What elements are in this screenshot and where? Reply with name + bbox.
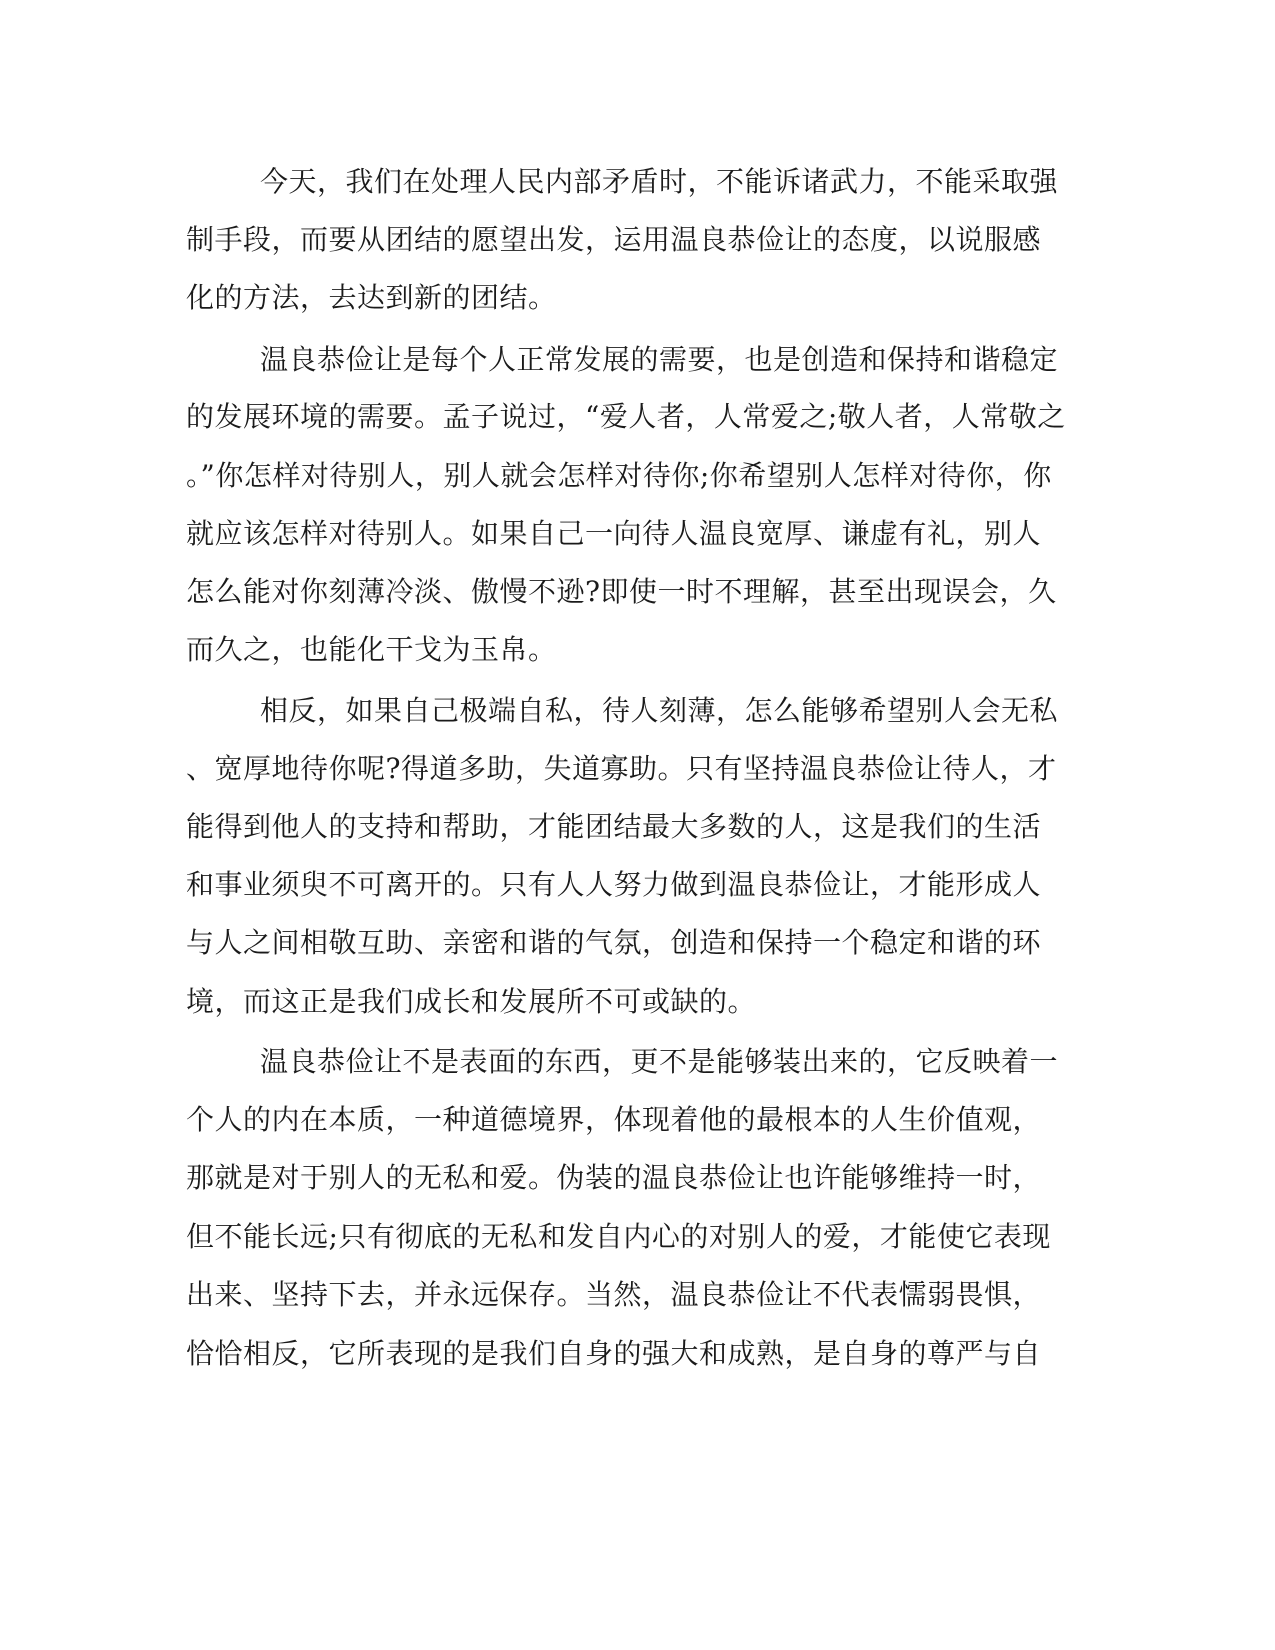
paragraph-2-line-2: 的发展环境的需要。孟子说过，“爱人者，人常爱之;敬人者，人常敬之 <box>186 400 1066 433</box>
paragraph-4-line-6: 恰恰相反，它所表现的是我们自身的强大和成熟，是自身的尊严与自 <box>186 1337 1042 1370</box>
paragraph-3-line-3: 能得到他人的支持和帮助，才能团结最大多数的人，这是我们的生活 <box>186 810 1042 843</box>
paragraph-2-line-1: 温良恭俭让是每个人正常发展的需要，也是创造和保持和谐稳定 <box>260 343 1059 376</box>
paragraph-4-line-1: 温良恭俭让不是表面的东西，更不是能够装出来的，它反映着一 <box>260 1045 1059 1078</box>
paragraph-1-line-1: 今天，我们在处理人民内部矛盾时，不能诉诸武力，不能采取强 <box>260 165 1059 198</box>
paragraph-2-line-5: 怎么能对你刻薄冷淡、傲慢不逊?即使一时不理解，甚至出现误会，久 <box>186 575 1057 608</box>
paragraph-2-line-3: 。”你怎样对待别人，别人就会怎样对待你;你希望别人怎样对待你，你 <box>186 459 1052 492</box>
paragraph-3-line-6: 境，而这正是我们成长和发展所不可或缺的。 <box>186 985 757 1018</box>
paragraph-2-line-4: 就应该怎样对待别人。如果自己一向待人温良宽厚、谦虚有礼，别人 <box>186 517 1042 550</box>
paragraph-1-line-2: 制手段，而要从团结的愿望出发，运用温良恭俭让的态度，以说服感 <box>186 223 1042 256</box>
paragraph-4-line-5: 出来、坚持下去，并永远保存。当然，温良恭俭让不代表懦弱畏惧， <box>186 1278 1042 1311</box>
paragraph-4-line-2: 个人的内在本质，一种道德境界，体现着他的最根本的人生价值观， <box>186 1103 1042 1136</box>
paragraph-4-line-4: 但不能长远;只有彻底的无私和发自内心的对别人的爱，才能使它表现 <box>186 1220 1051 1253</box>
paragraph-3-line-2: 、宽厚地待你呢?得道多助，失道寡助。只有坚持温良恭俭让待人，才 <box>186 752 1057 785</box>
paragraph-2-line-6: 而久之，也能化干戈为玉帛。 <box>186 633 557 666</box>
paragraph-1-line-3: 化的方法，去达到新的团结。 <box>186 281 557 314</box>
paragraph-3-line-4: 和事业须臾不可离开的。只有人人努力做到温良恭俭让，才能形成人 <box>186 868 1042 901</box>
paragraph-3-line-5: 与人之间相敬互助、亲密和谐的气氛，创造和保持一个稳定和谐的环 <box>186 926 1042 959</box>
paragraph-4-line-3: 那就是对于别人的无私和爱。伪装的温良恭俭让也许能够维持一时， <box>186 1161 1042 1194</box>
paragraph-3-line-1: 相反，如果自己极端自私，待人刻薄，怎么能够希望别人会无私 <box>260 694 1059 727</box>
